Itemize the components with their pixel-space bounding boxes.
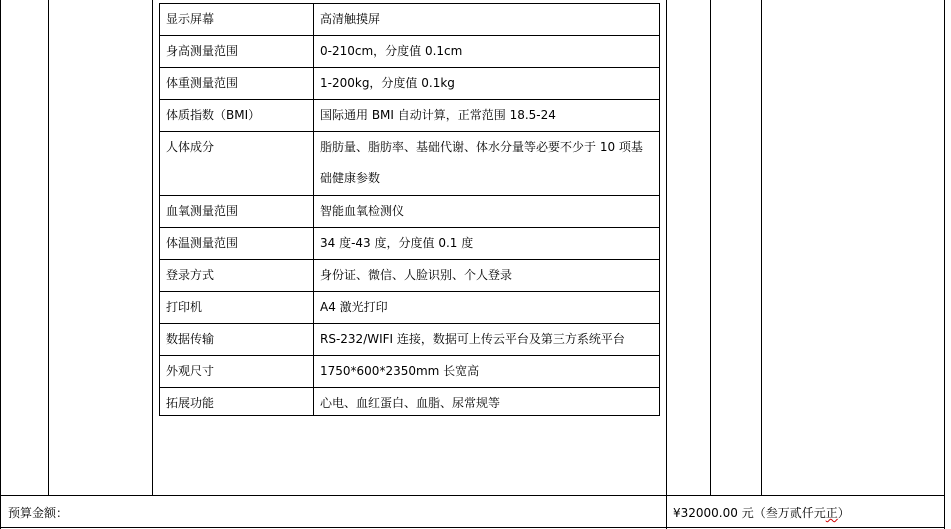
outer-bottom-border <box>0 527 945 528</box>
spec-label: 身高测量范围 <box>160 36 314 67</box>
outer-right-border <box>944 0 945 529</box>
column-divider-3 <box>666 0 667 529</box>
spec-row-weight <box>160 68 659 100</box>
spec-value: 国际通用 BMI 自动计算，正常范围 18.5-24 <box>320 108 556 122</box>
spec-row-display <box>160 4 659 36</box>
spec-row-login <box>160 260 659 292</box>
budget-amount-text: ¥32000.00 元（叁万贰仟元 <box>673 506 826 520</box>
spec-value: 心电、血红蛋白、血脂、尿常规等 <box>320 396 501 410</box>
spec-row-extensions <box>160 388 659 415</box>
spec-value: A4 激光打印 <box>320 300 388 314</box>
budget-label: 预算金额： <box>8 506 69 520</box>
spec-label: 拓展功能 <box>160 388 314 415</box>
outer-left-border <box>0 0 1 529</box>
column-divider-1 <box>48 0 49 496</box>
spec-value: 高清触摸屏 <box>320 12 381 26</box>
spec-value: 1-200kg，分度值 0.1kg <box>320 76 455 90</box>
spec-label: 体重测量范围 <box>160 68 314 99</box>
spec-label: 体温测量范围 <box>160 228 314 259</box>
spec-label: 人体成分 <box>160 132 314 195</box>
budget-amount <box>673 504 850 521</box>
spec-row-data-transfer <box>160 324 659 356</box>
spec-value: 智能血氧检测仪 <box>320 204 405 218</box>
spec-value: 1750*600*2350mm 长宽高 <box>320 364 480 378</box>
spellcheck-marked-text: 正 <box>825 506 838 520</box>
spec-label: 血氧测量范围 <box>160 196 314 227</box>
column-divider-5 <box>761 0 762 496</box>
spec-row-printer <box>160 292 659 324</box>
spec-label: 登录方式 <box>160 260 314 291</box>
spec-label: 打印机 <box>160 292 314 323</box>
spec-value: 身份证、微信、人脸识别、个人登录 <box>320 268 513 282</box>
spec-value: 34 度-43 度，分度值 0.1 度 <box>320 236 474 250</box>
spec-table <box>159 3 660 416</box>
budget-row-top-border <box>0 495 945 496</box>
spec-label: 显示屏幕 <box>160 4 314 35</box>
spec-label: 数据传输 <box>160 324 314 355</box>
spec-row-blood-oxygen <box>160 196 659 228</box>
column-divider-4 <box>710 0 711 496</box>
spec-value: RS-232/WIFI 连接，数据可上传云平台及第三方系统平台 <box>320 332 625 346</box>
spec-row-height <box>160 36 659 68</box>
spec-row-temperature <box>160 228 659 260</box>
spec-row-dimensions <box>160 356 659 388</box>
column-divider-2 <box>152 0 153 496</box>
spec-label: 体质指数（BMI） <box>160 100 314 131</box>
spec-value: 脂肪量、脂肪率、基础代谢、体水分量等必要不少于 10 项基础健康参数 <box>320 140 643 185</box>
spec-label: 外观尺寸 <box>160 356 314 387</box>
spec-value: 0-210cm，分度值 0.1cm <box>320 44 463 58</box>
spec-row-body-composition <box>160 132 659 196</box>
spec-row-bmi <box>160 100 659 132</box>
budget-amount-close: ） <box>837 506 850 520</box>
